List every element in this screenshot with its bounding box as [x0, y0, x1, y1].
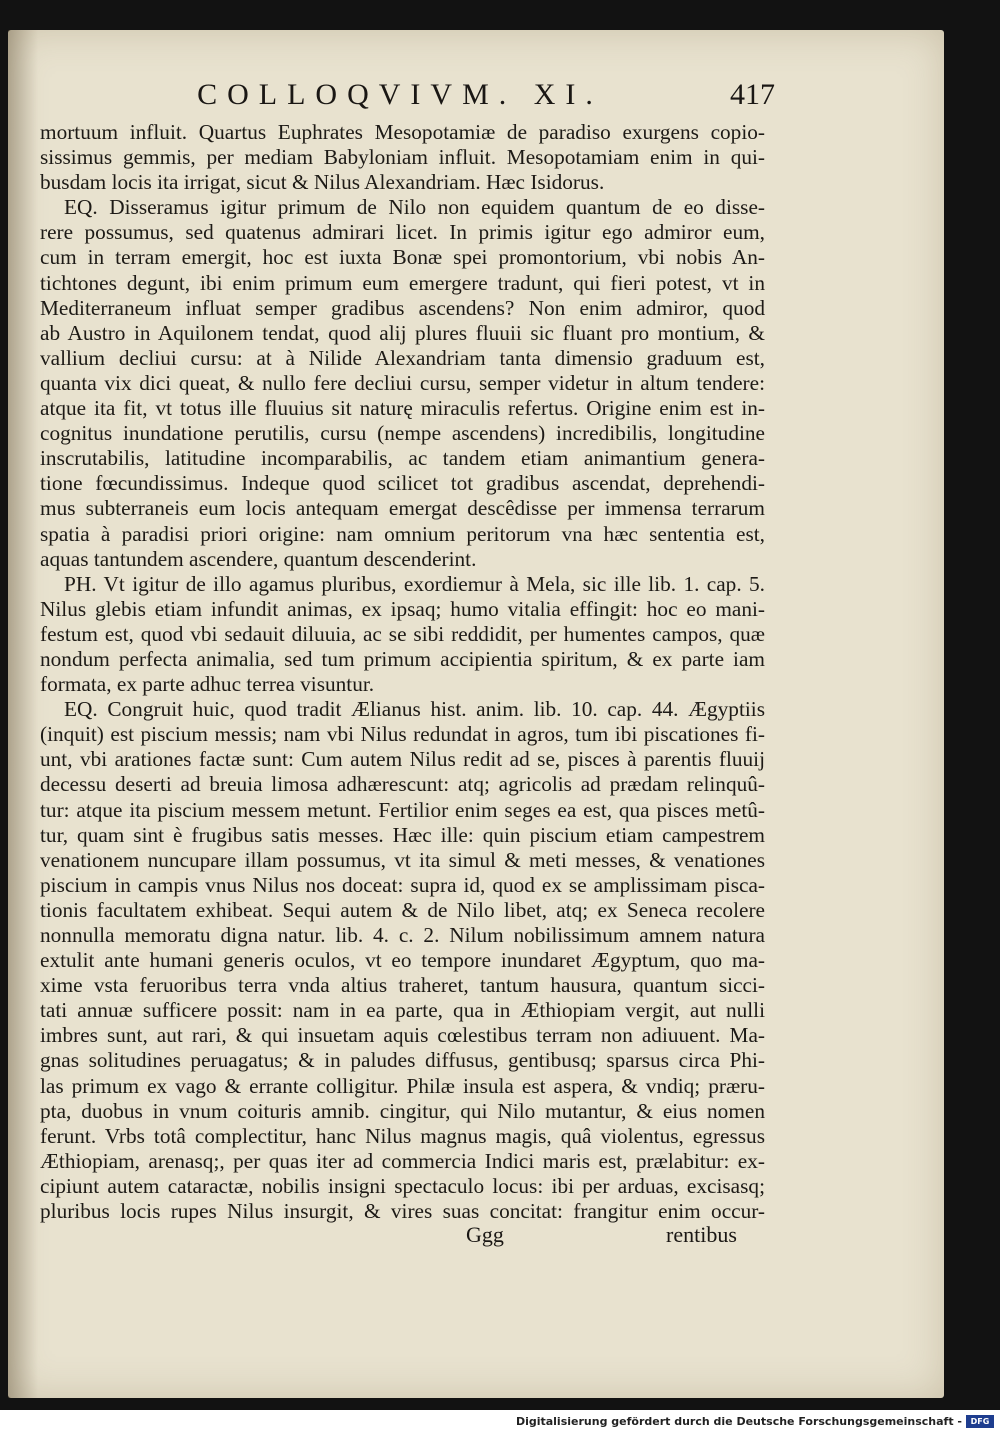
text-line: gnas solitudines peruagatus; & in paludes diffusus, gentibusq; sparsus circa Phi- — [40, 1048, 765, 1073]
text-line: xime vsta feruoribus terra vnda altius traheret, tantum hausura, quantum sicci- — [40, 973, 765, 998]
text-line: quanta vix dici queat, & nullo fere decliui cursu, semper videtur in altum tendere: — [40, 370, 765, 395]
text-line: cognitus inundatione perutilis, cursu (nempe ascendens) incredibilis, longitudine — [40, 421, 765, 446]
text-line: Æthiopiam, arenasq;, per quas iter ad commercia Indici maris est, prælabitur: ex- — [40, 1148, 765, 1173]
text-line: atque ita fit, vt totus ille fluuius sit naturę miraculis refertus. Origine enim est in- — [40, 396, 765, 421]
text-line: cipiunt autem cataractæ, nobilis insigni spectaculo locus: ibi per arduas, excisasq; — [40, 1173, 765, 1198]
text-line: decessu deserti ad breuia limosa adhærescunt: atq; agricolis ad prædam relinquû- — [40, 772, 765, 797]
page-number: 417 — [730, 78, 775, 111]
credit-text: Digitalisierung gefördert durch die Deutsche Forschungsgemeinschaft - — [515, 1415, 962, 1428]
signature-mark: Ggg — [466, 1222, 504, 1247]
text-line — [40, 1224, 765, 1249]
speaker-paragraph-start: PH. Vt igitur de illo agamus pluribus, exordiemur à Mela, sic ille lib. 1. cap. 5. — [64, 571, 765, 596]
credit-bar — [0, 1410, 1000, 1436]
catchword: rentibus — [666, 1222, 737, 1247]
text-line: ferunt. Vrbs totâ complectitur, hanc Nilus magnus magis, quâ violentus, egressus — [40, 1123, 765, 1148]
text-line: mortuum influit. Quartus Euphrates Mesopotamiæ de paradiso exurgens copio- — [40, 120, 765, 144]
text-line: Nilus glebis etiam infundit animas, ex ipsaq; humo vitalia effingit: hoc eo mani- — [40, 596, 765, 621]
text-line: formata, ex parte adhuc terrea visuntur. — [40, 672, 375, 697]
running-title: COLLOQVIVM. XI. — [197, 78, 603, 111]
text-line: aquas tantundem ascendere, quantum descenderint. — [40, 546, 477, 571]
text-line: tionis facultatem exhibeat. Sequi autem & de Nilo libet, atq; ex Seneca recolere — [40, 897, 765, 922]
text-line: las primum ex vago & errante colligitur. Philæ insula est aspera, & vndiq; præru- — [40, 1073, 765, 1098]
text-line: pta, duobus in vnum coituris amnib. cingitur, qui Nilo mutantur, & eius nomen — [40, 1098, 765, 1123]
text-line: busdam locis ita irrigat, sicut & Nilus Alexandriam. Hæc Isidorus. — [40, 170, 605, 195]
text-line: unt, vbi arationes factæ sunt: Cum autem Nilus redit ad se, pisces à parentis fluuij — [40, 747, 765, 772]
text-line: nonnulla memoratu digna natur. lib. 4. c. 2. Nilum nobilissimum amnem natura — [40, 923, 765, 947]
text-line: piscium in campis vnus Nilus nos doceat: supra id, quod ex se amplissimam pisca- — [40, 872, 765, 897]
text-line: inscrutabilis, latitudine incomparabilis, ac tandem etiam animantium genera- — [40, 446, 765, 471]
text-line: sissimus gemmis, per mediam Babyloniam influit. Mesopotamiam enim in qui- — [40, 145, 765, 170]
text-line: spatia à paradisi priori origine: nam omnium peritorum vna hæc sententia est, — [40, 521, 765, 546]
text-line: Mediterraneum influat semper gradibus ascendens? Non enim admiror, quod — [40, 295, 765, 320]
text-line: tati annuæ sufficere possit: nam in ea parte, qua in Æthiopiam vergit, aut nulli — [40, 998, 765, 1023]
speaker-paragraph-start: EQ. Congruit huic, quod tradit Ælianus hist. anim. lib. 10. cap. 44. Ægyptiis — [64, 697, 765, 722]
text-line: rere possumus, sed quatenus admirari licet. In primis igitur ego admiror eum, — [40, 220, 765, 245]
text-line: nondum perfecta animalia, sed tum primum accipientia spiritum, & ex parte iam — [40, 646, 765, 671]
running-header — [40, 78, 775, 118]
text-line: pluribus locis rupes Nilus insurgit, & vires suas concitat: frangitur enim occur- — [40, 1199, 765, 1224]
text-line: imbres sunt, aut rari, & qui insuetam aquis cœlestibus terram non adiuuent. Ma- — [40, 1023, 765, 1048]
text-line: tichtones degunt, ibi enim primum eum emergere tradunt, qui fieri potest, vt in — [40, 270, 765, 295]
body-text — [40, 120, 765, 1249]
text-line: tur: atque ita piscium messem metunt. Fertilior enim seges ea est, qua pisces metû- — [40, 797, 765, 822]
text-line: ab Austro in Aquilonem tendat, quod alij plures fluuii sic fluant pro montium, & — [40, 320, 765, 345]
text-line: extulit ante humani generis oculos, vt eo tempore inundaret Ægyptum, quo ma- — [40, 948, 765, 973]
text-line: festum est, quod vbi sedauit diluuia, ac se sibi reddidit, per humentes campos, quæ — [40, 621, 765, 646]
dfg-logo: DFG — [966, 1415, 994, 1428]
text-line: tur, quam sint è frugibus satis messes. Hæc ille: quin piscium etiam campestrem — [40, 822, 765, 847]
text-line: tione fœcundissimus. Indeque quod scilicet tot gradibus ascendat, deprehendi- — [40, 471, 765, 496]
speaker-paragraph-start: EQ. Disseramus igitur primum de Nilo non equidem quantum de eo disse- — [64, 195, 765, 220]
text-line: mus subterraneis eum locis antequam emergat descêdisse per immensa terrarum — [40, 496, 765, 521]
text-line: vallium decliui cursu: at à Nilide Alexandriam tanta dimensio graduum est, — [40, 345, 765, 370]
text-line: cum in terram emergit, hoc est iuxta Bonæ spei promontorium, vbi nobis An- — [40, 245, 765, 270]
page-gutter-shadow — [8, 30, 38, 1398]
text-line: venationem nuncupare illam possumus, vt ita simul & meti messes, & venationes — [40, 847, 765, 872]
text-line: (inquit) est piscium messis; nam vbi Nilus redundat in agros, tum ibi piscationes fi- — [40, 722, 765, 747]
